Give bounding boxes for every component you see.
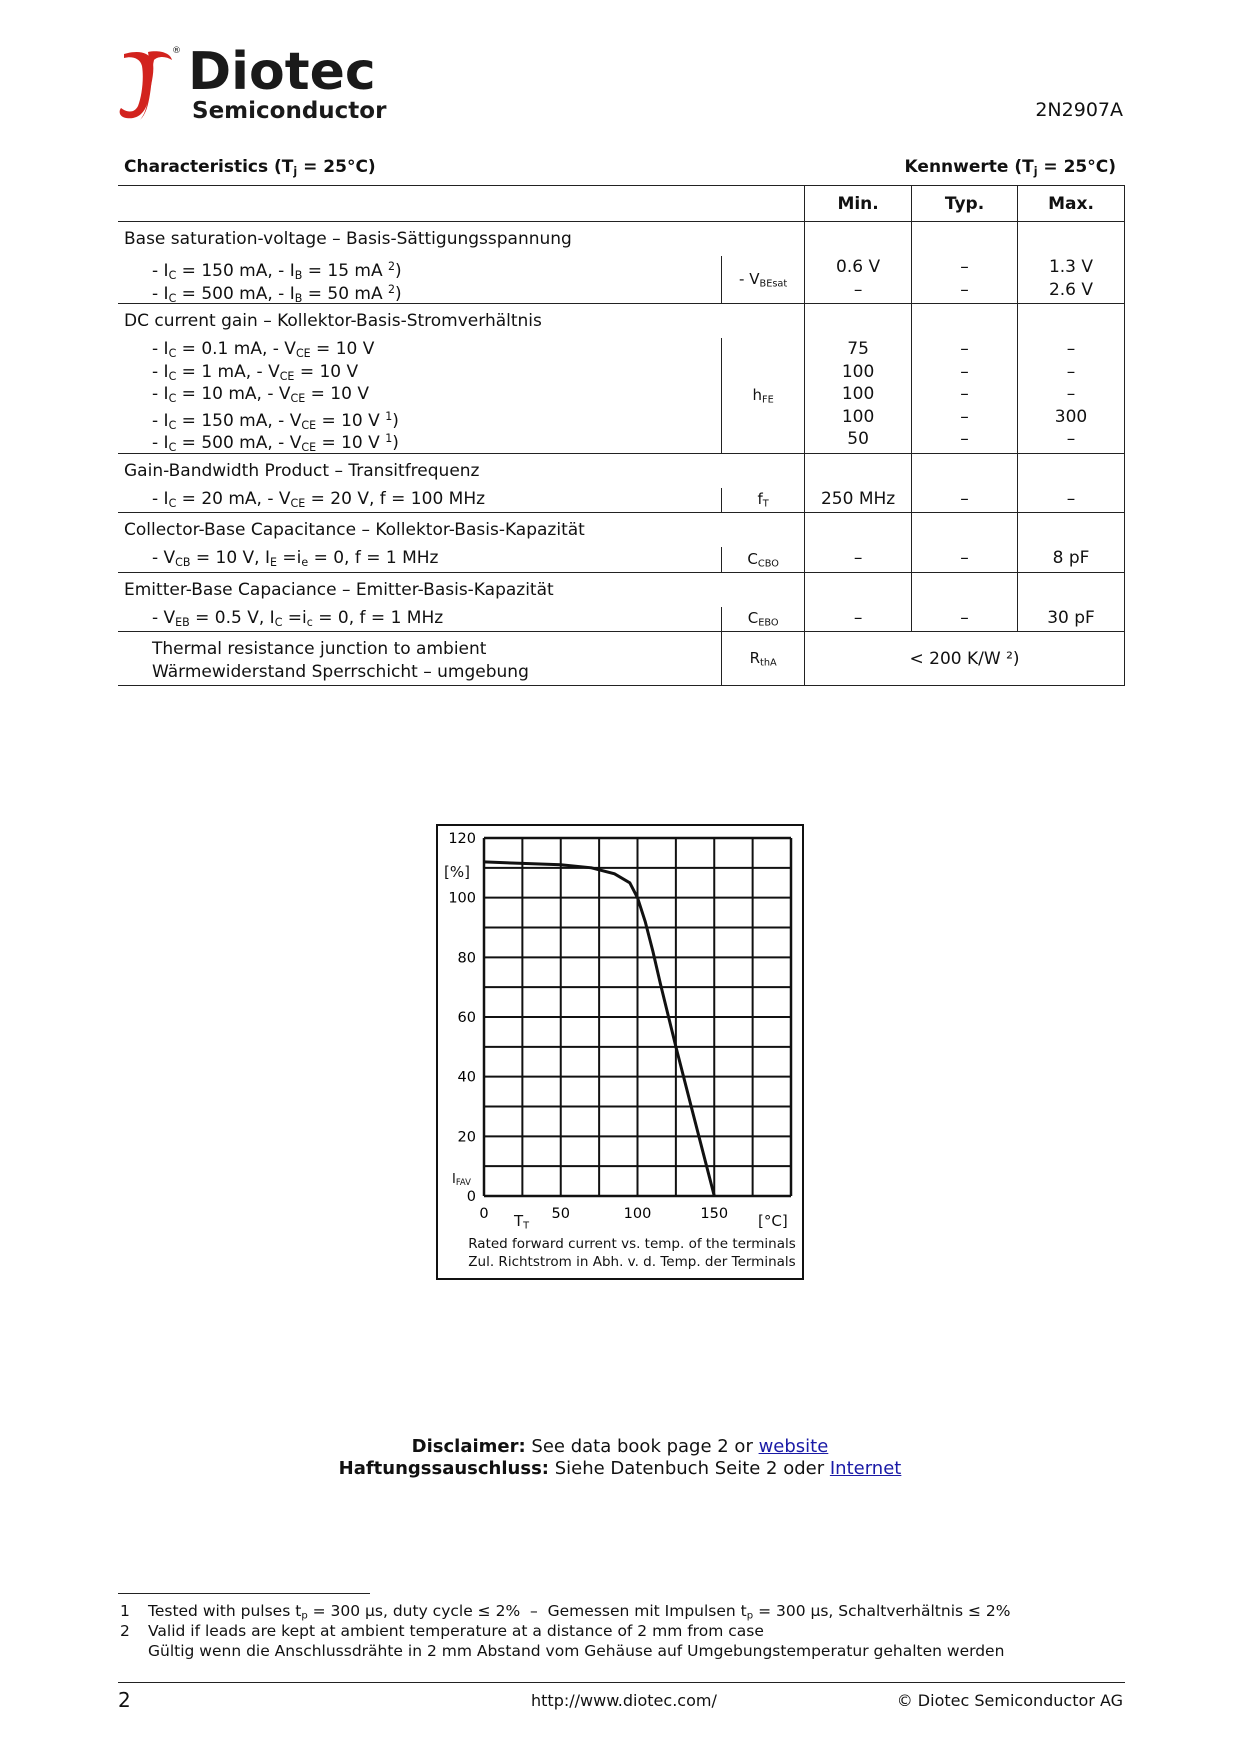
logo-registered: ® xyxy=(172,46,181,56)
characteristics-table xyxy=(118,185,1125,686)
x-tick-label: 50 xyxy=(551,1206,570,1222)
value: 300 xyxy=(1054,406,1088,427)
row-conditions xyxy=(118,338,722,453)
row-symbol xyxy=(722,338,805,453)
max-values xyxy=(1018,338,1125,453)
rth-value: < 200 K/W ²) xyxy=(805,632,1125,686)
row-symbol xyxy=(722,488,805,513)
row-conditions xyxy=(118,256,722,304)
logo xyxy=(118,42,387,126)
row-symbol xyxy=(722,547,805,572)
x-symbol-sub: T xyxy=(523,1220,530,1232)
y-tick-label: 100 xyxy=(448,890,476,907)
footnote xyxy=(118,1601,1128,1621)
cell xyxy=(912,222,1018,257)
y-tick-label: 120 xyxy=(448,831,476,847)
symbol-sub: FE xyxy=(762,393,774,405)
title-en-end: = 25°C) xyxy=(297,157,376,177)
value: 2.6 V xyxy=(1048,279,1094,300)
footnote xyxy=(118,1621,1128,1641)
row-title: Emitter-Base Capaciance – Emitter-Basis-Kapazität xyxy=(124,579,554,600)
chart-caption xyxy=(438,1235,802,1271)
condition-line: - $I_C = 500$ mA, - $V_{CE} = 10$ V $^1$) xyxy=(152,432,399,454)
footnote-num: 1 xyxy=(120,1602,130,1620)
typ-values xyxy=(912,338,1018,453)
x-tick-label: 0 xyxy=(479,1206,489,1222)
row-symbol xyxy=(722,632,805,686)
value: – xyxy=(960,548,969,568)
cell xyxy=(1018,513,1125,548)
symbol: f xyxy=(757,490,763,509)
part-number: 2N2907A xyxy=(1035,99,1123,121)
value: – xyxy=(1066,429,1076,449)
footnotes xyxy=(118,1601,1128,1661)
condition-line: - $I_C = 500$ mA, - $I_B = 50$ mA $^2$) xyxy=(152,282,402,305)
symbol: h xyxy=(752,385,763,404)
value: 100 xyxy=(841,406,875,427)
col-max: Max. xyxy=(1018,186,1125,222)
value: – xyxy=(960,339,969,359)
disclaimer-de xyxy=(0,1458,1240,1480)
symbol: C xyxy=(747,609,759,628)
value: – xyxy=(1066,339,1076,359)
x-tick-label: 150 xyxy=(700,1206,729,1222)
value: 30 pF xyxy=(1047,607,1095,628)
typ-values xyxy=(912,547,1018,572)
derating-chart xyxy=(436,824,804,1280)
kennwerte-title xyxy=(905,157,1116,178)
value: 50 xyxy=(847,429,869,449)
value: – xyxy=(853,279,863,300)
footer-copyright: © Diotec Semiconductor AG xyxy=(896,1691,1123,1710)
table-row xyxy=(118,547,1125,572)
symbol-sub: thA xyxy=(760,657,777,669)
cell xyxy=(1018,304,1125,339)
min-values xyxy=(805,547,912,572)
x-tick-label: 100 xyxy=(623,1206,652,1222)
x-symbol: T xyxy=(514,1212,524,1230)
value: – xyxy=(960,406,969,427)
condition-line: - $V_{CB} = 10$ V, $I_E =i_e = 0$, f = 1 MHz xyxy=(152,548,439,569)
page-number: 2 xyxy=(118,1688,131,1712)
y-tick-label: 40 xyxy=(457,1069,476,1086)
symbol-sub: BEsat xyxy=(759,278,788,290)
row-conditions xyxy=(118,547,722,572)
value: 250 MHz xyxy=(820,488,896,509)
table-row xyxy=(118,256,1125,304)
disclaimer xyxy=(0,1436,1240,1480)
condition-line: - $I_C = 150$ mA, - $V_{CE} = 10$ V $^1$) xyxy=(152,409,399,432)
condition-line: - $I_C = 20$ mA, - $V_{CE} = 20$ V, f = 100 MHz xyxy=(152,488,486,510)
row-title: DC current gain – Kollektor-Basis-Stromverhältnis xyxy=(124,311,542,331)
row-conditions xyxy=(118,607,722,632)
col-typ: Typ. xyxy=(912,186,1018,222)
logo-subtitle: Semiconductor xyxy=(192,98,387,124)
footer-rule xyxy=(118,1682,1125,1683)
row-title: Collector-Base Capacitance – Kollektor-Basis-Kapazität xyxy=(124,520,585,540)
row-title: Base saturation-voltage – Basis-Sättigungsspannung xyxy=(124,229,572,249)
chart-svg xyxy=(438,826,802,1278)
footnote-num: 2 xyxy=(120,1622,130,1640)
table-row xyxy=(118,513,1125,548)
x-unit-label: [°C] xyxy=(758,1212,788,1230)
row-title-de: Wärmewiderstand Sperrschicht – umgebung xyxy=(152,661,529,682)
title-en: Characteristics (T xyxy=(124,157,294,177)
condition-line: - $I_C = 1$ mA, - $V_{CE} = 10$ V xyxy=(152,361,359,383)
symbol-sub: EBO xyxy=(758,617,779,629)
min-values xyxy=(805,338,912,453)
value: – xyxy=(960,279,969,300)
footnote-text: Valid if leads are kept at ambient temperature at a distance of 2 mm from case xyxy=(148,1622,764,1640)
cell xyxy=(912,304,1018,339)
value: – xyxy=(960,361,969,382)
y-unit-label: [%] xyxy=(444,863,470,881)
table-row xyxy=(118,453,1125,488)
value: – xyxy=(960,384,969,404)
logo-brand: Diotec xyxy=(188,42,376,102)
typ-values xyxy=(912,607,1018,632)
website-link[interactable]: website xyxy=(758,1436,829,1457)
value: 0.6 V xyxy=(836,257,881,277)
value: 1.3 V xyxy=(1048,257,1094,277)
disclaimer-text: See data book page 2 or xyxy=(525,1436,759,1457)
y-tick-label: 0 xyxy=(466,1189,476,1205)
cell xyxy=(805,513,912,548)
condition-line: - $V_{EB} = 0.5$ V, $I_C =i_c = 0$, f = 1 MHz xyxy=(152,607,444,629)
disclaimer-label-de: Haftungssauschluss: xyxy=(338,1458,549,1479)
symbol: - V xyxy=(739,269,760,288)
value: – xyxy=(960,429,969,449)
cell xyxy=(1018,222,1125,257)
value: – xyxy=(1066,488,1076,509)
value: 75 xyxy=(847,339,869,359)
cell xyxy=(805,453,912,488)
min-values xyxy=(805,607,912,632)
header-empty xyxy=(118,186,722,222)
chart-title: Rated forward current vs. temp. of the terminals xyxy=(468,1236,796,1252)
max-values xyxy=(1018,488,1125,513)
cell xyxy=(912,572,1018,607)
row-symbol xyxy=(722,607,805,632)
characteristics-title xyxy=(124,157,376,178)
max-values xyxy=(1018,256,1125,304)
value: – xyxy=(960,488,969,509)
table-row xyxy=(118,304,1125,339)
value: – xyxy=(853,548,863,568)
value: – xyxy=(960,257,969,277)
value: – xyxy=(1066,384,1076,404)
disclaimer-text-de: Siehe Datenbuch Seite 2 oder xyxy=(548,1458,830,1479)
y-symbol-sub: FAV xyxy=(455,1177,471,1188)
footnote-text: Gültig wenn die Anschlussdrähte in 2 mm Abstand vom Gehäuse auf Umgebungstemperatur gehalten werden xyxy=(148,1642,1005,1660)
value: 100 xyxy=(841,361,875,382)
symbol-sub: T xyxy=(762,498,769,510)
cell xyxy=(912,453,1018,488)
table-row xyxy=(118,222,1125,257)
min-values xyxy=(805,256,912,304)
disclaimer-en xyxy=(0,1436,1240,1458)
footer-url[interactable]: http://www.diotec.com/ xyxy=(531,1691,717,1710)
typ-values xyxy=(912,256,1018,304)
value: 100 xyxy=(841,384,875,404)
cell xyxy=(912,513,1018,548)
cell xyxy=(805,304,912,339)
value: – xyxy=(960,607,969,628)
x-symbol-label xyxy=(514,1212,529,1231)
condition-line: - $I_C = 150$ mA, - $I_B = 15$ mA $^2$) xyxy=(152,260,402,282)
table-row xyxy=(118,572,1125,607)
y-symbol-label xyxy=(452,1172,471,1187)
value: – xyxy=(1066,361,1076,382)
row-title: Gain-Bandwidth Product – Transitfrequenz xyxy=(124,460,480,481)
title-de-end: = 25°C) xyxy=(1037,157,1116,177)
cell xyxy=(805,572,912,607)
title-en-sub: j xyxy=(293,164,298,178)
y-symbol: I xyxy=(452,1172,456,1187)
y-tick-label: 20 xyxy=(457,1129,476,1146)
condition-line: - $I_C = 10$ mA, - $V_{CE} = 10$ V xyxy=(152,384,369,405)
table-row xyxy=(118,607,1125,632)
footnote-rule xyxy=(118,1593,370,1594)
table-row xyxy=(118,632,1125,686)
y-tick-label: 60 xyxy=(457,1010,476,1026)
title-de-sub: j xyxy=(1033,164,1038,178)
y-tick-label: 80 xyxy=(457,950,476,967)
internet-link[interactable]: Internet xyxy=(829,1458,902,1479)
disclaimer-label: Disclaimer: xyxy=(411,1436,526,1457)
title-de: Kennwerte (T xyxy=(904,157,1034,177)
table-row xyxy=(118,338,1125,453)
value: 8 pF xyxy=(1052,548,1090,568)
cell xyxy=(1018,453,1125,488)
cell xyxy=(1018,572,1125,607)
footnote xyxy=(118,1641,1128,1661)
symbol-sub: CBO xyxy=(757,557,779,569)
symbol: C xyxy=(747,549,758,568)
table-row xyxy=(118,488,1125,513)
row-symbol xyxy=(722,256,805,304)
col-min: Min. xyxy=(805,186,912,222)
table-header xyxy=(118,186,1125,222)
max-values xyxy=(1018,607,1125,632)
max-values xyxy=(1018,547,1125,572)
footnote-text: Tested with pulses $t_p = 300$ µs, duty cycle ≤ 2% – Gemessen mit Impulsen $t_p = 300$ µs, Schaltverhältnis ≤ 2% xyxy=(148,1602,1011,1622)
condition-line: - $I_C = 0.1$ mA, - $V_{CE} = 10$ V xyxy=(152,339,375,360)
cell xyxy=(805,222,912,257)
symbol: R xyxy=(749,648,761,667)
value: – xyxy=(853,607,863,628)
header-symbol xyxy=(722,186,805,222)
chart-subtitle: Zul. Richtstrom in Abh. v. d. Temp. der Terminals xyxy=(468,1254,796,1270)
typ-values xyxy=(912,488,1018,513)
min-values xyxy=(805,488,912,513)
row-title: Thermal resistance junction to ambient xyxy=(152,639,487,659)
row-conditions xyxy=(118,488,722,513)
logo-mark-icon xyxy=(118,48,176,124)
row-conditions xyxy=(118,632,722,686)
